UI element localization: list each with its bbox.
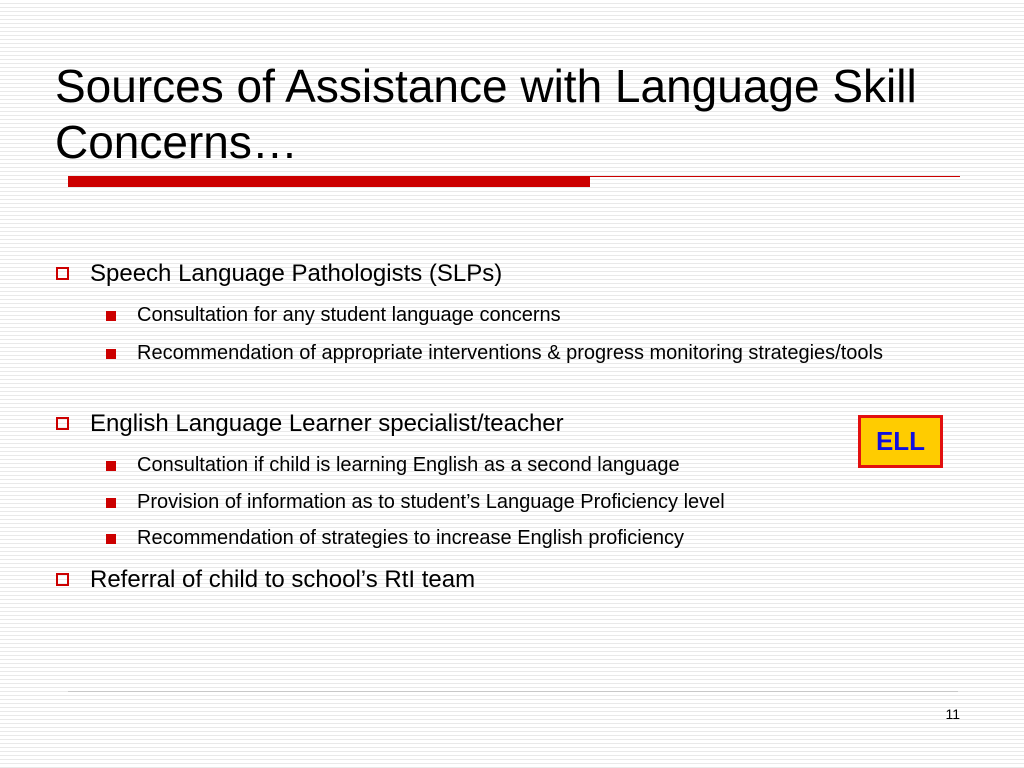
hollow-square-bullet-icon: [56, 573, 69, 586]
title-underline-thin: [590, 176, 960, 177]
bullet-text: Speech Language Pathologists (SLPs): [90, 260, 503, 287]
filled-square-bullet-icon: [106, 461, 116, 471]
title-underline-thick: [68, 176, 590, 187]
sub-bullet-text: Consultation if child is learning English as a second language: [137, 454, 680, 476]
bullet-text: Referral of child to school’s RtI team: [90, 566, 476, 593]
footer-divider: [68, 691, 958, 692]
hollow-square-bullet-icon: [56, 267, 69, 280]
ell-badge-label: ELL: [875, 426, 926, 456]
ell-badge: [858, 415, 943, 468]
hollow-square-bullet-icon: [56, 417, 69, 430]
filled-square-bullet-icon: [106, 349, 116, 359]
sub-bullet-text: Provision of information as to student’s Language Proficiency level: [137, 491, 725, 513]
slide-title: Sources of Assistance with Language Skill Concerns…: [55, 60, 917, 168]
filled-square-bullet-icon: [106, 498, 116, 508]
bullet-text: English Language Learner specialist/teacher: [90, 410, 564, 437]
sub-bullet-text: Consultation for any student language concerns: [137, 304, 561, 326]
sub-bullet-text: Recommendation of appropriate interventions & progress monitoring strategies/tools: [137, 342, 883, 364]
filled-square-bullet-icon: [106, 311, 116, 321]
sub-bullet-text: Recommendation of strategies to increase English proficiency: [137, 527, 684, 549]
filled-square-bullet-icon: [106, 534, 116, 544]
slide-number: 11: [945, 706, 960, 722]
